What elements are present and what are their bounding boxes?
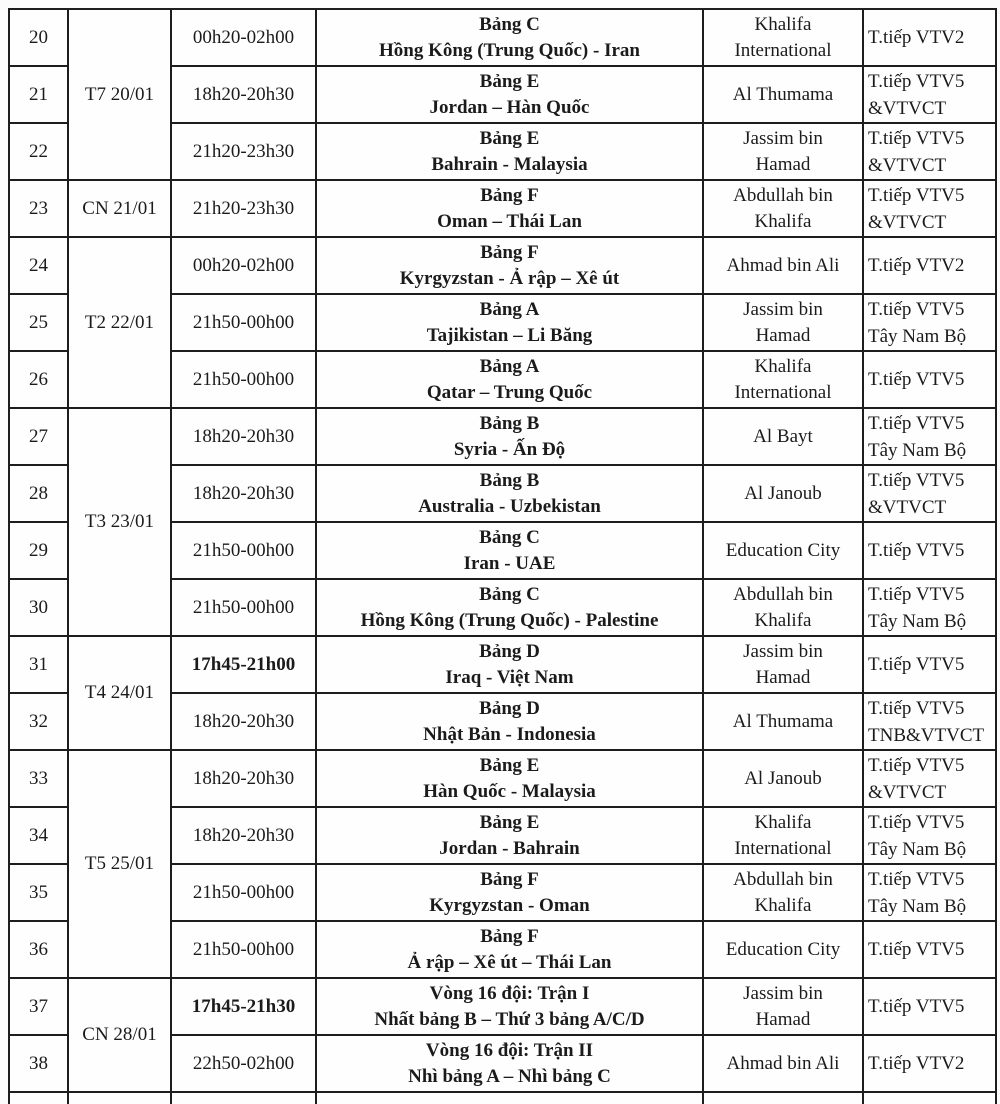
channel-cell xyxy=(863,1092,996,1104)
time-cell xyxy=(171,1092,316,1104)
stadium-cell: Al Thumama xyxy=(703,66,863,123)
match-number-cell: 29 xyxy=(9,522,68,579)
stadium-cell: Al Thumama xyxy=(703,693,863,750)
match-number-cell: 32 xyxy=(9,693,68,750)
match-cell: Bảng E Bahrain - Malaysia xyxy=(316,123,703,180)
channel-cell: T.tiếp VTV5 Tây Nam Bộ xyxy=(863,864,996,921)
match-number-cell: 22 xyxy=(9,123,68,180)
day-cell: CN 21/01 xyxy=(68,180,171,237)
channel-cell: T.tiếp VTV2 xyxy=(863,9,996,66)
match-cell xyxy=(316,1092,703,1104)
match-cell: Bảng E Jordan - Bahrain xyxy=(316,807,703,864)
table-row xyxy=(9,180,996,237)
channel-cell: T.tiếp VTV5 xyxy=(863,351,996,408)
channel-cell: T.tiếp VTV5 TNB&VTVCT xyxy=(863,693,996,750)
match-cell: Bảng E Jordan – Hàn Quốc xyxy=(316,66,703,123)
stadium-cell: Ahmad bin Ali xyxy=(703,237,863,294)
match-number-cell: 37 xyxy=(9,978,68,1035)
match-cell: Bảng A Qatar – Trung Quốc xyxy=(316,351,703,408)
channel-cell: T.tiếp VTV5 Tây Nam Bộ xyxy=(863,579,996,636)
match-number-cell: 24 xyxy=(9,237,68,294)
channel-cell: T.tiếp VTV5 &VTVCT xyxy=(863,180,996,237)
stadium-cell: Abdullah bin Khalifa xyxy=(703,180,863,237)
match-cell: Bảng F Ả rập – Xê út – Thái Lan xyxy=(316,921,703,978)
day-cell: T4 24/01 xyxy=(68,636,171,750)
match-number-cell xyxy=(9,1092,68,1104)
match-number-cell: 30 xyxy=(9,579,68,636)
match-teams: Hồng Kông (Trung Quốc) - Iran xyxy=(379,39,640,61)
match-number-cell: 36 xyxy=(9,921,68,978)
match-cell: Bảng C Hồng Kông (Trung Quốc) - Palestine xyxy=(316,579,703,636)
time-cell: 17h45-21h30 xyxy=(171,978,316,1035)
table-row xyxy=(9,978,996,1035)
time-cell: 21h50-00h00 xyxy=(171,864,316,921)
match-number-cell: 27 xyxy=(9,408,68,465)
match-cell: Bảng D Nhật Bản - Indonesia xyxy=(316,693,703,750)
stadium-cell: Education City xyxy=(703,522,863,579)
day-cell: CN 28/01 xyxy=(68,978,171,1092)
day-cell xyxy=(68,1092,171,1104)
time-cell: 18h20-20h30 xyxy=(171,807,316,864)
time-cell: 21h20-23h30 xyxy=(171,180,316,237)
stadium-cell: Khalifa International xyxy=(703,9,863,66)
stadium-cell: Abdullah bin Khalifa xyxy=(703,864,863,921)
stadium-cell: Al Bayt xyxy=(703,408,863,465)
match-number-cell: 38 xyxy=(9,1035,68,1092)
match-number-cell: 25 xyxy=(9,294,68,351)
table-row xyxy=(9,9,996,66)
match-number-cell: 34 xyxy=(9,807,68,864)
match-group: Bảng C xyxy=(479,13,540,35)
stadium-cell: Ahmad bin Ali xyxy=(703,1035,863,1092)
match-number-cell: 23 xyxy=(9,180,68,237)
channel-cell: T.tiếp VTV5 &VTVCT xyxy=(863,66,996,123)
time-cell: 00h20-02h00 xyxy=(171,237,316,294)
time-cell: 18h20-20h30 xyxy=(171,66,316,123)
time-cell: 18h20-20h30 xyxy=(171,750,316,807)
stadium-cell: Jassim bin Hamad xyxy=(703,978,863,1035)
day-cell: T2 22/01 xyxy=(68,237,171,408)
stadium-cell: Al Janoub xyxy=(703,750,863,807)
day-cell: T5 25/01 xyxy=(68,750,171,978)
channel-cell: T.tiếp VTV2 xyxy=(863,1035,996,1092)
time-cell: 18h20-20h30 xyxy=(171,693,316,750)
match-number-cell: 28 xyxy=(9,465,68,522)
table-row xyxy=(9,636,996,693)
stadium-cell: Jassim bin Hamad xyxy=(703,123,863,180)
stadium-cell: Khalifa International xyxy=(703,351,863,408)
match-cell: Bảng F Oman – Thái Lan xyxy=(316,180,703,237)
channel-cell: T.tiếp VTV5 xyxy=(863,636,996,693)
channel-cell: T.tiếp VTV5 xyxy=(863,978,996,1035)
stadium-cell: Education City xyxy=(703,921,863,978)
stadium-cell: Khalifa International xyxy=(703,807,863,864)
time-cell: 21h50-00h00 xyxy=(171,522,316,579)
match-number-cell: 35 xyxy=(9,864,68,921)
match-cell: Bảng C Iran - UAE xyxy=(316,522,703,579)
time-cell: 18h20-20h30 xyxy=(171,408,316,465)
match-cell: Bảng B Australia - Uzbekistan xyxy=(316,465,703,522)
match-cell: Bảng B Syria - Ấn Độ xyxy=(316,408,703,465)
stadium-cell xyxy=(703,1092,863,1104)
time-cell: 22h50-02h00 xyxy=(171,1035,316,1092)
stadium-cell: Jassim bin Hamad xyxy=(703,294,863,351)
channel-cell: T.tiếp VTV5 Tây Nam Bộ xyxy=(863,408,996,465)
stadium-cell: Abdullah bin Khalifa xyxy=(703,579,863,636)
channel-cell: T.tiếp VTV5 &VTVCT xyxy=(863,465,996,522)
stadium-cell: Jassim bin Hamad xyxy=(703,636,863,693)
match-cell: Vòng 16 đội: Trận I Nhất bảng B – Thứ 3 bảng A/C/D xyxy=(316,978,703,1035)
channel-cell: T.tiếp VTV5 Tây Nam Bộ xyxy=(863,294,996,351)
match-cell: Bảng E Hàn Quốc - Malaysia xyxy=(316,750,703,807)
channel-cell: T.tiếp VTV5 xyxy=(863,921,996,978)
time-cell: 21h20-23h30 xyxy=(171,123,316,180)
match-cell: Vòng 16 đội: Trận II Nhì bảng A – Nhì bảng C xyxy=(316,1035,703,1092)
time-cell: 21h50-00h00 xyxy=(171,579,316,636)
channel-cell: T.tiếp VTV5 Tây Nam Bộ xyxy=(863,807,996,864)
table-row xyxy=(9,408,996,465)
match-schedule-table xyxy=(8,8,997,1104)
time-cell: 18h20-20h30 xyxy=(171,465,316,522)
match-number-cell: 31 xyxy=(9,636,68,693)
match-cell: Bảng F Kyrgyzstan - Ả rập – Xê út xyxy=(316,237,703,294)
channel-cell: T.tiếp VTV2 xyxy=(863,237,996,294)
time-cell: 21h50-00h00 xyxy=(171,921,316,978)
match-cell: Bảng F Kyrgyzstan - Oman xyxy=(316,864,703,921)
schedule-table xyxy=(8,8,997,1104)
time-cell: 17h45-21h00 xyxy=(171,636,316,693)
day-cell: T3 23/01 xyxy=(68,408,171,636)
channel-cell: T.tiếp VTV5 &VTVCT xyxy=(863,123,996,180)
match-number-cell: 26 xyxy=(9,351,68,408)
table-row xyxy=(9,237,996,294)
stadium-cell: Al Janoub xyxy=(703,465,863,522)
match-cell: Bảng D Iraq - Việt Nam xyxy=(316,636,703,693)
match-number-cell: 33 xyxy=(9,750,68,807)
partial-row xyxy=(9,1092,996,1104)
channel-cell: T.tiếp VTV5 &VTVCT xyxy=(863,750,996,807)
match-cell xyxy=(316,9,703,66)
time-cell: 00h20-02h00 xyxy=(171,9,316,66)
match-number-cell: 21 xyxy=(9,66,68,123)
match-number-cell: 20 xyxy=(9,9,68,66)
table-row xyxy=(9,750,996,807)
match-cell: Bảng A Tajikistan – Li Băng xyxy=(316,294,703,351)
channel-cell: T.tiếp VTV5 xyxy=(863,522,996,579)
day-cell: T7 20/01 xyxy=(68,9,171,180)
time-cell: 21h50-00h00 xyxy=(171,294,316,351)
time-cell: 21h50-00h00 xyxy=(171,351,316,408)
